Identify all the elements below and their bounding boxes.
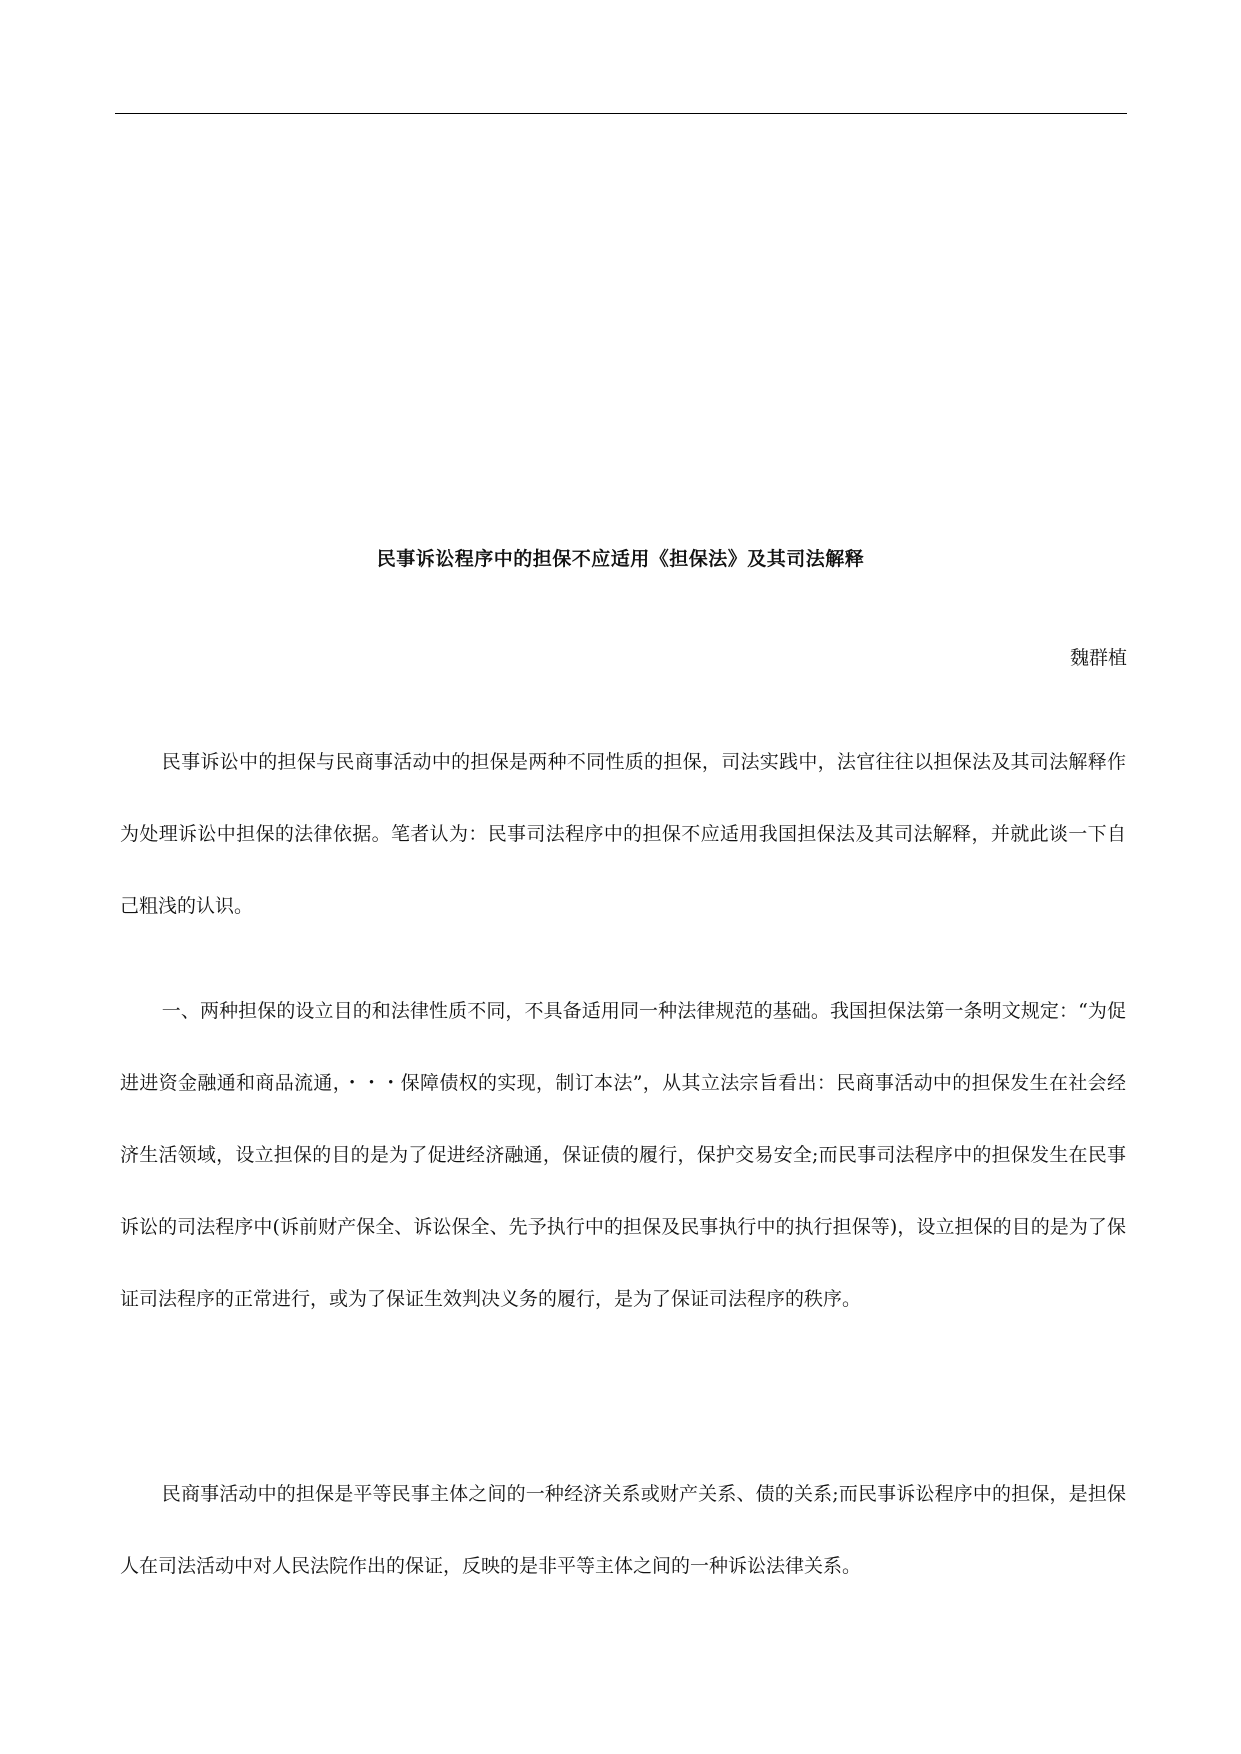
body-paragraph: 民事诉讼中的担保与民商事活动中的担保是两种不同性质的担保，司法实践中，法官往往以担保法及其司法解释作为处理诉讼中担保的法律依据。笔者认为：民事司法程序中的担保不应适用我国担保法及其司法解释，并就此谈一下自己粗浅的认识。 [120,751,1126,917]
body-paragraph: 民商事活动中的担保是平等民事主体之间的一种经济关系或财产关系、债的关系;而民事诉讼程序中的担保，是担保人在司法活动中对人民法院作出的保证，反映的是非平等主体之间的一种诉讼法律关系。 [120,1483,1126,1577]
author-name: 魏群植 [1069,647,1127,669]
document-title: 民事诉讼程序中的担保不应适用《担保法》及其司法解释 [376,548,865,570]
body-paragraph: 一、两种担保的设立目的和法律性质不同，不具备适用同一种法律规范的基础。我国担保法第一条明文规定：“为促进进资金融通和商品流通，・・・保障债权的实现，制订本法”，从其立法宗旨看出：民商事活动中的担保发生在社会经济生活领域，设立担保的目的是为了促进经济融通，保证债的履行，保护交易安全;而民事司法程序中的担保发生在民事诉讼的司法程序中(诉前财产保全、诉讼保全、先予执行中的担保及民事执行中的执行担保等)，设立担保的目的是为了保证司法程序的正常进行，或为了保证生效判决义务的履行，是为了保证司法程序的秩序。 [120,1000,1126,1310]
header-rule [115,113,1127,114]
